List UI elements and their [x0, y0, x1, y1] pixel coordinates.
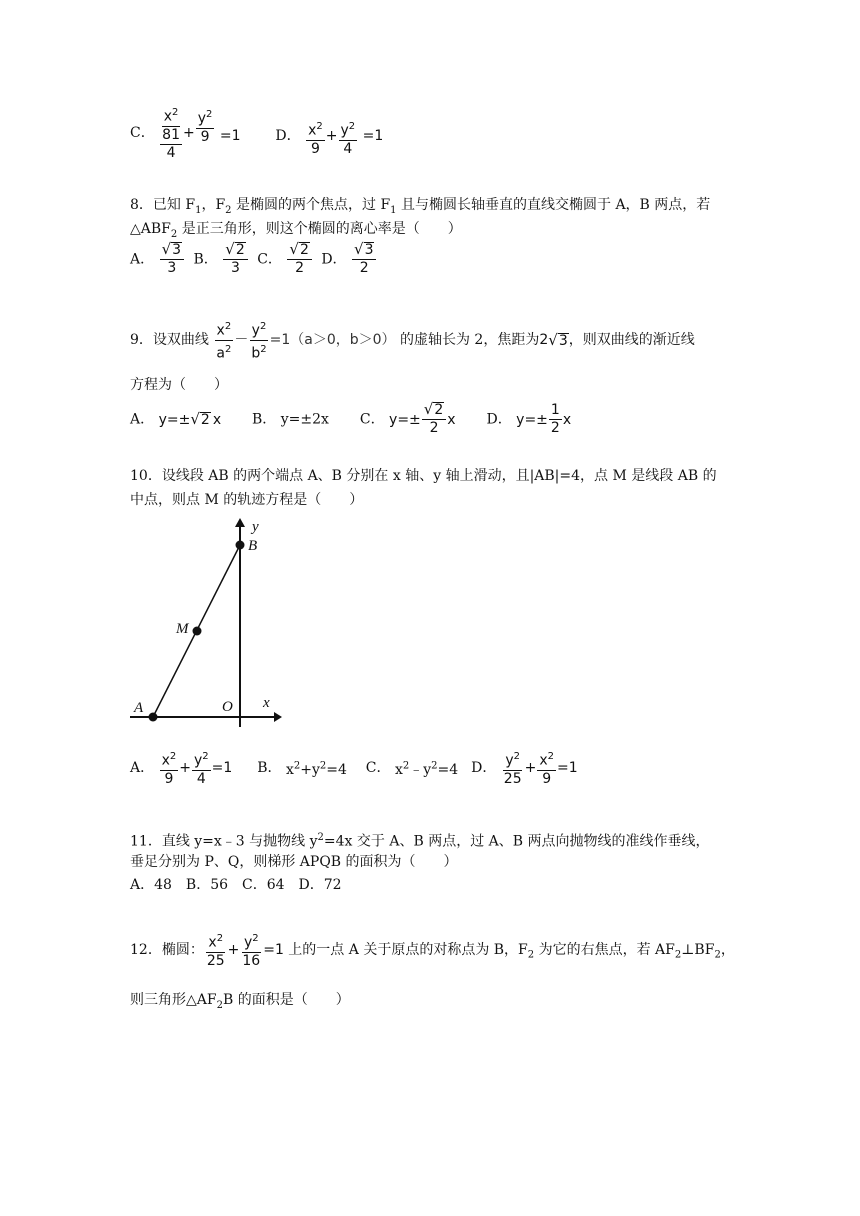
q10-line-2: 中点，则点 M 的轨迹方程是（ ） [130, 492, 364, 508]
q7-option-d-fraction-y: $\frac{y^2}{4}$ [339, 118, 358, 158]
point-m [193, 627, 202, 636]
label-a: A [134, 700, 144, 716]
q11-line-2: 垂足分别为 P、Q，则梯形 APQB 的面积为（ ） [130, 854, 458, 870]
q12-line-2: 则三角形$\triangle AF_2B$ 的面积是（ ） [130, 992, 350, 1011]
q7-option-c-label: C． [130, 124, 155, 141]
label-y: y [252, 519, 259, 535]
label-o: O [222, 699, 233, 715]
q9-hyperbola-equation: $\frac{x^2}{a^2}$ － $\frac{y^2}{b^2}$ =1（a＞0，b＞0） [213, 318, 395, 362]
q7-option-d-label: D． [275, 128, 301, 144]
q11-options: A．48 B．56 C．64 D．72 [130, 877, 342, 893]
q8-line-2: $\triangle ABF_2$ 是正三角形，则这个椭圆的离心率是（ ） [130, 221, 462, 240]
q10-option-b: $x^2+y^2=4$ [285, 760, 347, 778]
q9-option-a: y=± √ 2 x [158, 410, 222, 428]
q9-options: A． y=± √ 2 x B． y=±2x C． y=± √ 2 2 x D． y=± $\frac{1}{2}$ x [130, 400, 572, 436]
x-axis-arrow-icon [274, 712, 282, 722]
q8-line-1: 8．已知 $F_1$，$F_2$ 是椭圆的两个焦点，过 $F_1$ 且与椭圆长轴垂直的直线交椭圆于 A，B 两点，若 [130, 197, 711, 216]
q8-option-d: D． √ 3 2 [321, 242, 377, 277]
q9-option-d: y=± $\frac{1}{2}$ x [516, 402, 572, 436]
q7-options: C． $x^2$ 81 4 + $\frac{y^2}{9}$ =1 D． $\frac{x^2}{9}$ + $\frac{y^2}{4}$ =1 [130, 104, 383, 162]
q12-fraction-y: $\frac{y^2}{16}$ [240, 930, 262, 970]
q12-line-1: 12．椭圆： $\frac{x^2}{25}$ + $\frac{y^2}{16}$ =1 上的一点 A 关于原点的对称点为 B，$F_2$ 为它的右焦点，若 $AF_2\perp BF_2$， [130, 930, 735, 970]
q10-coordinate-figure [128, 515, 283, 730]
label-x: x [263, 695, 270, 711]
q7-option-d-fraction-x: $\frac{x^2}{9}$ [306, 118, 325, 158]
q9-option-b: y=±2x [280, 411, 329, 428]
q10-option-d-fraction-y: $\frac{y^2}{25}$ [502, 748, 524, 788]
q10-option-c: $x^2﹣y^2=4$ [394, 760, 459, 778]
q9-line-2: 方程为（ ） [130, 377, 228, 393]
q10-option-a-fraction-y: $\frac{y^2}{4}$ [192, 748, 211, 788]
point-b [236, 541, 245, 550]
label-m: M [176, 621, 189, 637]
q8-option-b: B． √ 2 3 [194, 242, 249, 277]
q8-option-c: C． √ 2 2 [257, 242, 313, 277]
q8-options [130, 242, 377, 277]
q9-line-1: 9．设双曲线 $\frac{x^2}{a^2}$ － $\frac{y^2}{b^2}$ =1（a＞0，b＞0） 的虚轴长为 2，焦距为2 √ 3 ，则双曲线的渐近线 [130, 318, 695, 362]
q10-option-d-fraction-x: $\frac{x^2}{9}$ [537, 748, 556, 788]
q8-option-a: A． √ 3 3 [130, 242, 185, 277]
point-a [149, 713, 158, 722]
q12-fraction-x: $\frac{x^2}{25}$ [205, 930, 227, 970]
q10-option-a-fraction-x: $\frac{x^2}{9}$ [160, 748, 179, 788]
y-axis-arrow-icon [235, 518, 245, 527]
q10-line-1: 10．设线段 AB 的两个端点 A、B 分别在 x 轴、y 轴上滑动，且|AB|=4，点 M 是线段 AB 的 [130, 468, 717, 484]
q10-options: A． $\frac{x^2}{9}$ + $\frac{y^2}{4}$ =1 B． $x^2+y^2=4$ C． $x^2﹣y^2=4$ D． $\frac{y^2}{25}$ + $\frac{x^2}{9}$ =1 [130, 748, 578, 788]
q7-option-c-fraction-y: $\frac{y^2}{9}$ [196, 106, 215, 146]
q9-option-c: y=± √ 2 2 x [389, 400, 456, 436]
q7-option-c-fraction-x: $x^2$ 81 4 [160, 104, 182, 162]
q11-line-1: 11．直线 y=x﹣3 与抛物线 $y^2=4x$ 交于 A、B 两点，过 A、B 两点向抛物线的准线作垂线， [130, 832, 710, 850]
label-b: B [248, 538, 258, 554]
q9-focal-value: 2 √ 3 [539, 330, 568, 349]
